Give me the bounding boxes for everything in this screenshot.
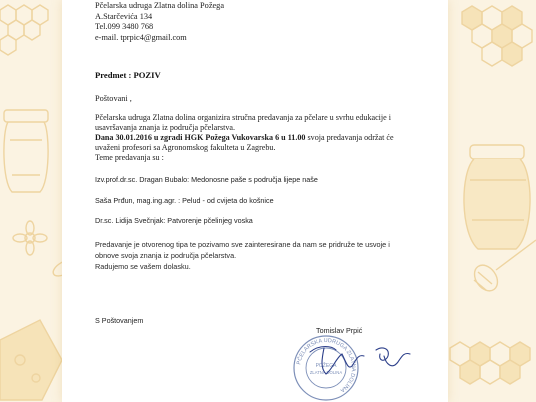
body-line-date [95, 133, 440, 143]
letter-greeting: Poštovani , [95, 94, 132, 103]
letter-body [95, 113, 440, 163]
stamp-center-line2: ZLATNA DOLINA [309, 370, 343, 375]
closing-line: obnove svoja znanja iz područja pčelarstva. [95, 251, 237, 260]
lecture-item: Dr.sc. Lidija Svečnjak: Patvorenje pčelinjeg voska [95, 216, 253, 225]
body-line: usavršavanja znanja iz područja pčelarstva. [95, 123, 236, 132]
body-line: uvaženi profesori sa Agronomskog fakulteta u Zagrebu. [95, 143, 276, 152]
honeycomb-icon [0, 5, 48, 55]
closing-line: Predavanje je otvorenog tipa te pozivamo sve zainteresirane da nam se pridruže te usvoje i [95, 240, 390, 249]
body-line-rest: svoja predavanja održat će [305, 133, 394, 142]
body-line: Pčelarska udruga Zlatna dolina organizira stručna predavanja za pčelare u svrhu edukacije i [95, 113, 392, 122]
event-date-location: Dana 30.01.2016 u zgradi HGK Požega Vukovarska 6 u 11.00 [95, 133, 306, 142]
signer-name: Tomislav Prpić [316, 326, 363, 335]
closing-paragraph [95, 239, 390, 272]
sender-block [95, 1, 224, 43]
sender-email: e-mail. tprpic4@gmail.com [95, 32, 187, 42]
lecture-item: Saša Prđun, mag.ing.agr. : Pelud - od cvijeta do košnice [95, 196, 274, 205]
letter-subject: Predmet : POZIV [95, 70, 161, 80]
lecture-item: Izv.prof.dr.sc. Dragan Bubalo: Medonosne paše s područja lijepe naše [95, 175, 318, 184]
closing-line: Radujemo se vašem dolasku. [95, 262, 191, 271]
body-line: Teme predavanja su : [95, 153, 164, 162]
honey-jar-icon [4, 110, 48, 192]
stamp-center-line1: POŽEGA [315, 363, 337, 369]
stamp-ring-text: PČELARSKA UDRUGA ZLATNA DOLINA [296, 337, 357, 394]
sender-name: Pčelarska udruga Zlatna dolina Požega [95, 1, 225, 10]
flower-icon [13, 221, 47, 255]
regards: S Poštovanjem [95, 316, 144, 325]
sender-phone: Tel.099 3480 768 [95, 22, 154, 31]
handwritten-signature [306, 340, 414, 380]
sender-address: A.Starčevića 134 [95, 11, 153, 21]
